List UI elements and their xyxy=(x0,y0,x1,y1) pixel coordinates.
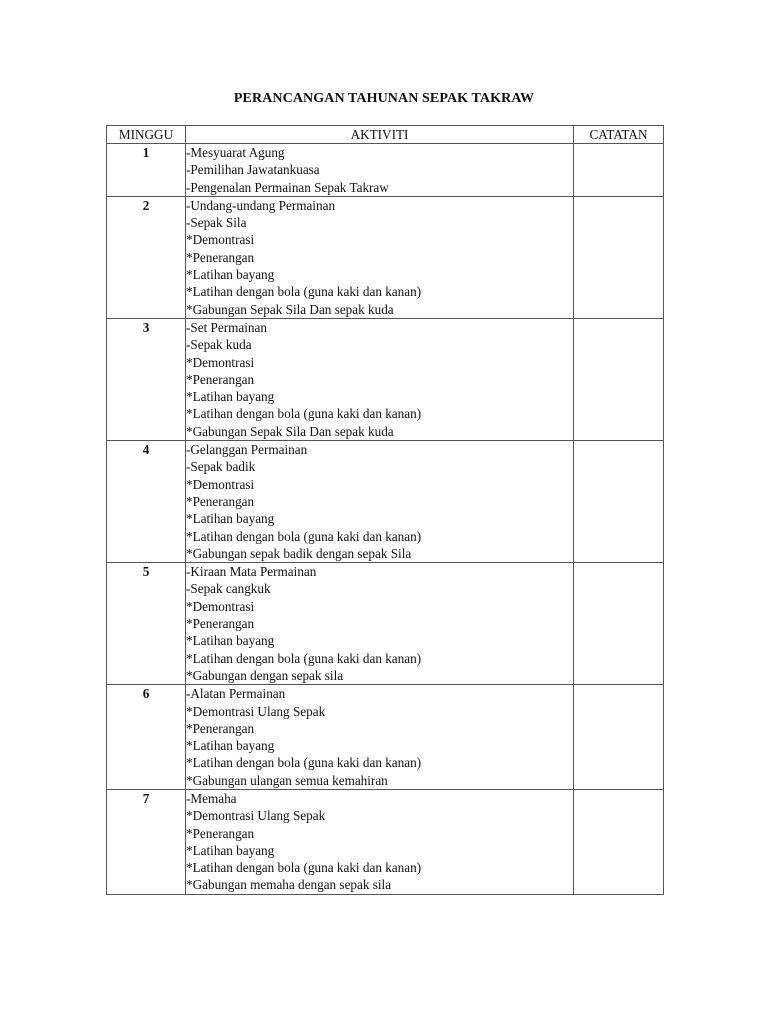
notes-cell xyxy=(574,318,664,440)
activity-item: *Gabungan sepak badik dengan sepak Sila xyxy=(186,545,412,561)
activity-item: *Demontrasi Ulang Sepak xyxy=(186,808,326,824)
activity-item: *Demontrasi Ulang Sepak xyxy=(186,703,326,719)
notes-cell xyxy=(574,789,664,894)
activity-item: -Undang-undang Permainan xyxy=(186,197,336,213)
activity-item: *Gabungan ulangan semua kemahiran xyxy=(186,772,388,788)
activity-item: *Latihan dengan bola (guna kaki dan kanan) xyxy=(186,406,422,422)
activity-item: *Latihan dengan bola (guna kaki dan kanan) xyxy=(186,650,422,666)
week-number: 5 xyxy=(107,563,186,685)
activity-cell xyxy=(186,685,574,790)
activity-item: *Demontrasi xyxy=(186,354,255,370)
activity-item: *Penerangan xyxy=(186,720,255,736)
week-number: 3 xyxy=(107,318,186,440)
activity-item: -Set Permainan xyxy=(186,319,267,335)
activity-item: *Gabungan dengan sepak sila xyxy=(186,667,344,683)
activity-item: *Penerangan xyxy=(186,249,255,265)
activity-item: *Gabungan Sepak Sila Dan sepak kuda xyxy=(186,423,394,439)
notes-cell xyxy=(574,196,664,318)
activity-item: *Latihan bayang xyxy=(186,267,275,283)
activity-cell xyxy=(186,318,574,440)
activity-item: *Latihan dengan bola (guna kaki dan kanan) xyxy=(186,860,422,876)
activity-item: *Latihan bayang xyxy=(186,738,275,754)
week-number: 1 xyxy=(107,144,186,197)
activity-item: *Gabungan Sepak Sila Dan sepak kuda xyxy=(186,301,394,317)
activity-item: *Demontrasi xyxy=(186,476,255,492)
activity-cell xyxy=(186,789,574,894)
header-catatan: CATATAN xyxy=(574,126,664,144)
activity-cell xyxy=(186,144,574,197)
week-number: 4 xyxy=(107,441,186,563)
table-row xyxy=(107,196,664,318)
activity-item: -Sepak badik xyxy=(186,459,256,475)
activity-item: *Latihan dengan bola (guna kaki dan kanan) xyxy=(186,284,422,300)
table-row xyxy=(107,789,664,894)
notes-cell xyxy=(574,685,664,790)
notes-cell xyxy=(574,441,664,563)
activity-item: *Latihan dengan bola (guna kaki dan kanan) xyxy=(186,528,422,544)
activity-item: *Penerangan xyxy=(186,493,255,509)
header-minggu: MINGGU xyxy=(107,126,186,144)
activity-item: *Penerangan xyxy=(186,616,255,632)
activity-cell xyxy=(186,196,574,318)
activity-item: *Gabungan memaha dengan sepak sila xyxy=(186,877,392,893)
activity-cell xyxy=(186,563,574,685)
activity-item: *Penerangan xyxy=(186,825,255,841)
activity-item: *Penerangan xyxy=(186,371,255,387)
activity-item: -Pemilihan Jawatankuasa xyxy=(186,162,320,178)
table-row xyxy=(107,441,664,563)
table-body xyxy=(107,144,664,895)
table-row xyxy=(107,318,664,440)
activity-item: *Demontrasi xyxy=(186,598,255,614)
table-row xyxy=(107,563,664,685)
activity-item: -Kiraan Mata Permainan xyxy=(186,564,317,580)
activity-item: *Demontrasi xyxy=(186,232,255,248)
table-header-row xyxy=(107,126,664,144)
activity-item: -Memaha xyxy=(186,790,237,806)
activity-item: -Sepak cangkuk xyxy=(186,581,271,597)
activity-item: -Mesyuarat Agung xyxy=(186,145,285,160)
annual-plan-table xyxy=(106,125,664,895)
week-number: 7 xyxy=(107,789,186,894)
notes-cell xyxy=(574,144,664,197)
activity-item: *Latihan dengan bola (guna kaki dan kanan) xyxy=(186,755,422,771)
activity-item: -Sepak Sila xyxy=(186,215,247,231)
week-number: 2 xyxy=(107,196,186,318)
activity-item: *Latihan bayang xyxy=(186,389,275,405)
activity-item: -Sepak kuda xyxy=(186,337,252,353)
activity-item: *Latihan bayang xyxy=(186,842,275,858)
activity-item: -Gelanggan Permainan xyxy=(186,442,308,458)
header-aktiviti: AKTIVITI xyxy=(186,126,574,144)
activity-item: *Latihan bayang xyxy=(186,511,275,527)
page-title: PERANCANGAN TAHUNAN SEPAK TAKRAW xyxy=(233,91,535,106)
table-row xyxy=(107,685,664,790)
notes-cell xyxy=(574,563,664,685)
week-number: 6 xyxy=(107,685,186,790)
activity-item: *Latihan bayang xyxy=(186,633,275,649)
table-row xyxy=(107,144,664,197)
activity-cell xyxy=(186,441,574,563)
activity-item: -Pengenalan Permainan Sepak Takraw xyxy=(186,179,389,195)
activity-item: -Alatan Permainan xyxy=(186,686,286,702)
